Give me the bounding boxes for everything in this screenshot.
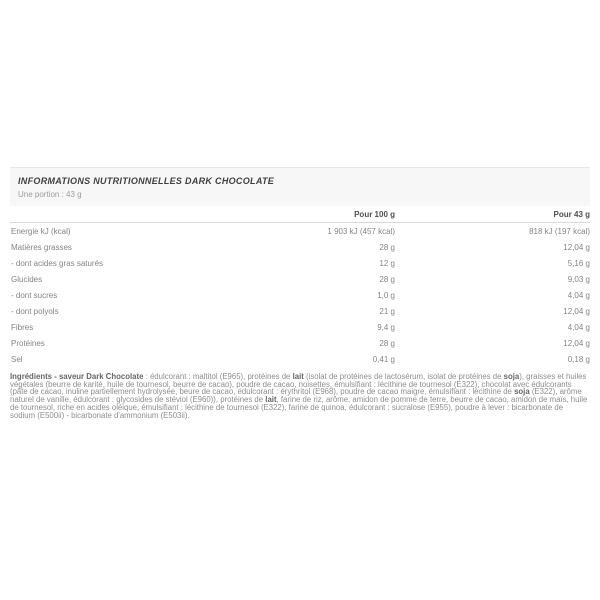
column-header-per-43g: Pour 43 g (553, 209, 590, 219)
row-label: Glucides (11, 274, 43, 284)
row-value-per-43g: 4,04 g (567, 322, 590, 332)
row-value-per-43g: 818 kJ (197 kcal) (529, 226, 590, 236)
row-label: Protéines (11, 338, 45, 348)
portion-label: Une portion : 43 g (18, 190, 82, 199)
row-label: - dont acides gras saturés (11, 258, 104, 268)
nutrition-table (10, 223, 590, 367)
nutrition-header (10, 167, 590, 206)
ingredients-segment: ), graisses et huiles végétales (beurre de karité, huile de tournesol, beurre de cacao), poudre de cacao, noisettes, émulsifiant : lécithine de tournesol (E322), chocolat avec édulcorants (pâte de cacao, inuline partiellement hydrolysée, beure de cacao, édulcorant : érythritol (E968), poudre de cacao maigre, émulsifiant : lécithine de (10, 372, 587, 397)
ingredients-segment: soja (514, 387, 530, 397)
ingredients-segment: (E322), arôme naturel de vanille, édulcorant : glycosides de stéviol (E960)), protéines de (10, 387, 582, 405)
row-value-per-100g: 28 g (379, 338, 395, 348)
ingredients-segment: , farine de riz, arôme, amidon de pomme de terre, beurre de cacao, amidon de maïs, huile de tournesol, riche en acides oléique, émulsifiant : lécithine de tournesol (E322), farine de quinoa, édulcorant : sucralose (E955), poudre à lever : bicarbonate de sodium (E500ii) - bicarbonate d'ammonium (E503ii). (10, 395, 588, 420)
ingredients-segment: soja (503, 372, 520, 381)
ingredients-segment: (isolat de protéines de lactosérum, isolat de protéines de (303, 372, 504, 381)
row-value-per-43g: 12,04 g (563, 242, 590, 252)
table-header-row (10, 206, 590, 223)
row-label: Energie kJ (kcal) (11, 226, 71, 236)
column-header-per-100g: Pour 100 g (354, 209, 395, 219)
row-label: - dont sucres (11, 290, 58, 300)
row-value-per-100g: 21 g (379, 306, 395, 316)
row-value-per-43g: 5,16 g (567, 258, 590, 268)
row-value-per-100g: 1,0 g (377, 290, 395, 300)
table-row (10, 351, 590, 367)
page-title: INFORMATIONS NUTRITIONNELLES DARK CHOCOLATE (18, 176, 275, 186)
ingredients-paragraph (10, 373, 590, 419)
row-value-per-100g: 28 g (379, 274, 395, 284)
row-value-per-43g: 0,18 g (567, 354, 590, 364)
nutrition-panel (10, 167, 590, 419)
row-label: Fibres (11, 322, 34, 332)
row-value-per-100g: 28 g (379, 242, 395, 252)
table-row (10, 287, 590, 303)
table-row (10, 255, 590, 271)
row-value-per-43g: 9,03 g (567, 274, 590, 284)
row-value-per-100g: 12 g (379, 258, 395, 268)
ingredients-segment: lait (292, 372, 304, 381)
table-row (10, 271, 590, 287)
row-value-per-100g: 0,41 g (372, 354, 395, 364)
ingredients-segment: : édulcorant : maltitol (E965), protéines de (143, 372, 293, 381)
row-label: Sel (11, 354, 23, 364)
table-row (10, 319, 590, 335)
row-value-per-43g: 4,04 g (567, 290, 590, 300)
row-value-per-43g: 12,04 g (563, 338, 590, 348)
ingredients-segment: lait (265, 395, 277, 405)
row-label: Matières grasses (11, 242, 72, 252)
table-row (10, 239, 590, 255)
table-row (10, 223, 590, 239)
table-row (10, 335, 590, 351)
ingredients-segment: Ingrédients - saveur Dark Chocolate (10, 372, 144, 381)
row-value-per-100g: 1 903 kJ (457 kcal) (327, 226, 395, 236)
table-row (10, 303, 590, 319)
row-value-per-100g: 9,4 g (377, 322, 395, 332)
row-label: - dont polyols (11, 306, 59, 316)
row-value-per-43g: 12,04 g (563, 306, 590, 316)
